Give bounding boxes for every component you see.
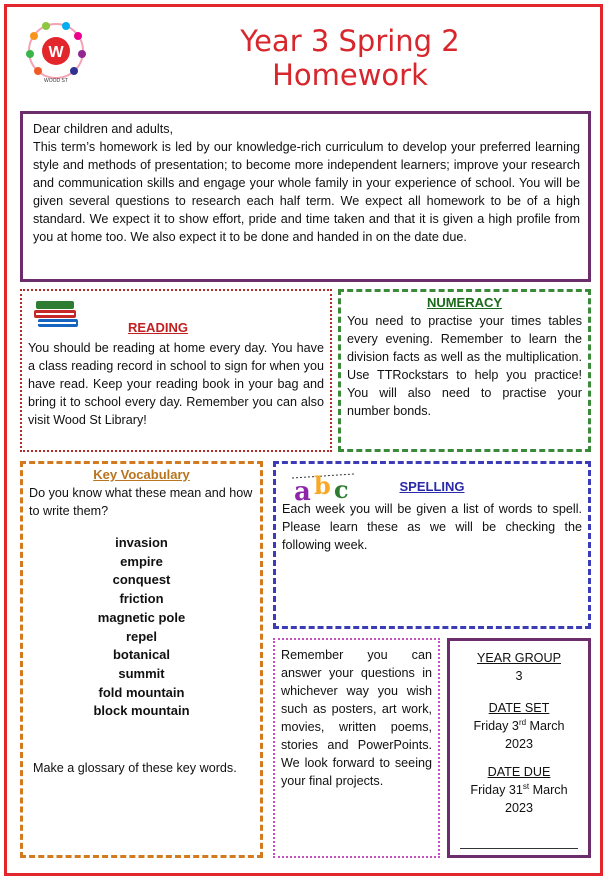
date-due-label: DATE DUE: [487, 765, 551, 779]
vocab-word: empire: [120, 553, 163, 569]
books-icon: [32, 295, 82, 335]
svg-text:WOOD ST: WOOD ST: [44, 78, 68, 84]
signature-line: [460, 848, 578, 849]
projects-body: Remember you can answer your questions in whichever way you wish such as posters, art work, movies, written poems, stories and PowerPoints. We look forward to seeing your final projects.: [281, 648, 432, 788]
vocab-word: conquest: [112, 572, 171, 588]
svg-text:W: W: [48, 44, 64, 61]
spelling-body: Each week you will be given a list of words to spell. Please learn these as we will be checking the following week.: [282, 502, 582, 552]
numeracy-heading: NUMERACY: [426, 295, 503, 310]
vocab-word: repel: [125, 628, 158, 644]
spelling-box: [273, 461, 591, 629]
dates-box: [447, 638, 591, 858]
vocab-box: [20, 461, 263, 858]
year-group-label: YEAR GROUP: [477, 651, 561, 665]
reading-box: [20, 289, 332, 452]
abc-letters-icon: [288, 468, 358, 504]
vocab-word: invasion: [115, 535, 168, 550]
vocab-footer: Make a glossary of these key words.: [33, 761, 237, 775]
date-due-year: 2023: [504, 801, 534, 815]
year-group-value: 3: [515, 669, 523, 683]
numeracy-box: [338, 289, 591, 452]
vocab-word: magnetic pole: [97, 609, 186, 625]
numeracy-body: You need to practise your times tables every evening. Remember to learn the division facts as well as the multiplication. Use TTRockstars to help you practice! You will also need to practise your number bonds.: [347, 314, 582, 418]
date-due-day: Friday 31st March: [470, 781, 568, 797]
title-line-2: Homework: [272, 58, 428, 92]
spelling-heading: SPELLING: [399, 479, 465, 494]
projects-box: [273, 638, 440, 858]
vocab-word: fold mountain: [98, 684, 185, 700]
vocab-list: [29, 534, 254, 721]
date-set-day: Friday 3rd March: [473, 717, 565, 733]
vocab-word: block mountain: [93, 703, 190, 719]
intro-greeting: Dear children and adults,: [33, 122, 174, 136]
svg-text:a: a: [294, 477, 311, 504]
page-title: [150, 24, 550, 92]
school-logo: [16, 16, 96, 86]
reading-body: You should be reading at home every day. You have a class reading record in school to sign for when you have read. Keep your reading book in your bag and bring it to school every day. Remember you can also visit Wood St Library!: [28, 341, 324, 427]
date-set-year: 2023: [504, 737, 534, 751]
vocab-word: botanical: [112, 647, 171, 663]
vocab-heading: Key Vocabulary: [93, 467, 190, 482]
vocab-word: summit: [118, 665, 165, 681]
svg-text:c: c: [334, 475, 349, 504]
vocab-intro: Do you know what these mean and how to write them?: [29, 486, 253, 518]
title-line-1: Year 3 Spring 2: [240, 24, 460, 58]
intro-body: This term’s homework is led by our knowledge-rich curriculum to develop your preferred learning style and methods of presentation; to become more independent learners; improve your research and communication skills and engage your whole family in your experience of school. You will be given several questions to research each half term. We expect all homework to be of a high standard. We expect it to show effort, pride and time taken and that it is given a high profile from you at home too. We also expect it to be done and handed in on the date due.: [33, 140, 580, 244]
svg-text:b: b: [314, 471, 331, 500]
vocab-word: friction: [119, 591, 164, 607]
intro-box: [20, 111, 591, 282]
date-set-label: DATE SET: [488, 701, 550, 715]
reading-heading: READING: [128, 320, 188, 335]
